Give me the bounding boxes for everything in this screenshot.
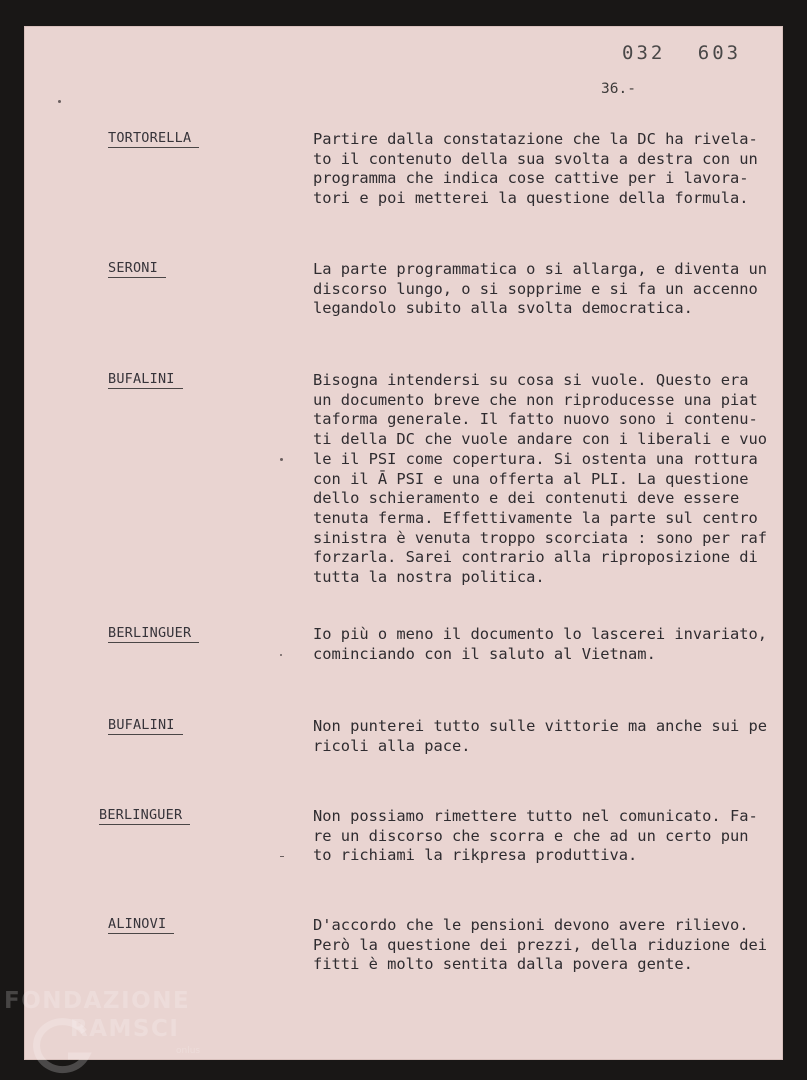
speaker-name: TORTORELLA	[108, 130, 199, 148]
speaker-name: ALINOVI	[108, 916, 174, 934]
speaker-text: Non punterei tutto sulle vittorie ma anche sui pe ricoli alla pace.	[313, 717, 768, 755]
watermark-onlus: onlus	[176, 1046, 201, 1056]
speaker-name: SERONI	[108, 260, 166, 278]
speaker-text: Io più o meno il documento lo lascerei invariato, cominciando con il saluto al Vietnam.	[313, 625, 768, 663]
speaker-name: BERLINGUER	[99, 807, 190, 825]
page-number: 36.-	[601, 81, 636, 97]
speaker-name: BERLINGUER	[108, 625, 199, 643]
watermark-subtitle: RAMSCI	[70, 1016, 180, 1042]
document-page	[24, 26, 783, 1060]
paper-speck	[58, 100, 61, 103]
speaker-text: Bisogna intendersi su cosa si vuole. Questo era un documento breve che non riproducesse una piat taforma generale. Il fatto nuovo sono i contenu- ti della DC che vuole andare con i liberali e vuo le il PSI come copertura. Si ostenta una rottura con il Ā PSI e una offerta al PLI. La questione dello schieramento e dei contenuti deve essere tenuta ferma. Effettivamente la parte sul centro sinistra è venuta troppo scorciata : sono per raf forzarla. Sarei contrario alla riproposizione di tutta la nostra politica.	[313, 371, 768, 587]
speaker-name: BUFALINI	[108, 717, 183, 735]
paper-speck	[280, 856, 284, 857]
paper-speck	[280, 458, 283, 461]
archive-number: 032 603	[622, 42, 742, 64]
speaker-name: BUFALINI	[108, 371, 183, 389]
speaker-text: D'accordo che le pensioni devono avere rilievo. Però la questione dei prezzi, della riduzione dei fitti è molto sentita dalla povera gente.	[313, 916, 768, 974]
paper-speck	[280, 654, 282, 656]
speaker-text: Partire dalla constatazione che la DC ha rivela- to il contenuto della sua svolta a destra con un programma che indica cose cattive per i lavora- tori e poi metterei la questione della formula.	[313, 130, 758, 208]
watermark-title: FONDAZIONE	[4, 988, 191, 1014]
fondazione-gramsci-watermark	[4, 988, 214, 1078]
speaker-text: Non possiamo rimettere tutto nel comunicato. Fa- re un discorso che scorra e che ad un certo pun to richiami la rikpresa produttiva.	[313, 807, 758, 865]
speaker-text: La parte programmatica o si allarga, e diventa un discorso lungo, o si sopprime e si fa un accenno legandolo subito alla svolta democratica.	[313, 260, 768, 318]
